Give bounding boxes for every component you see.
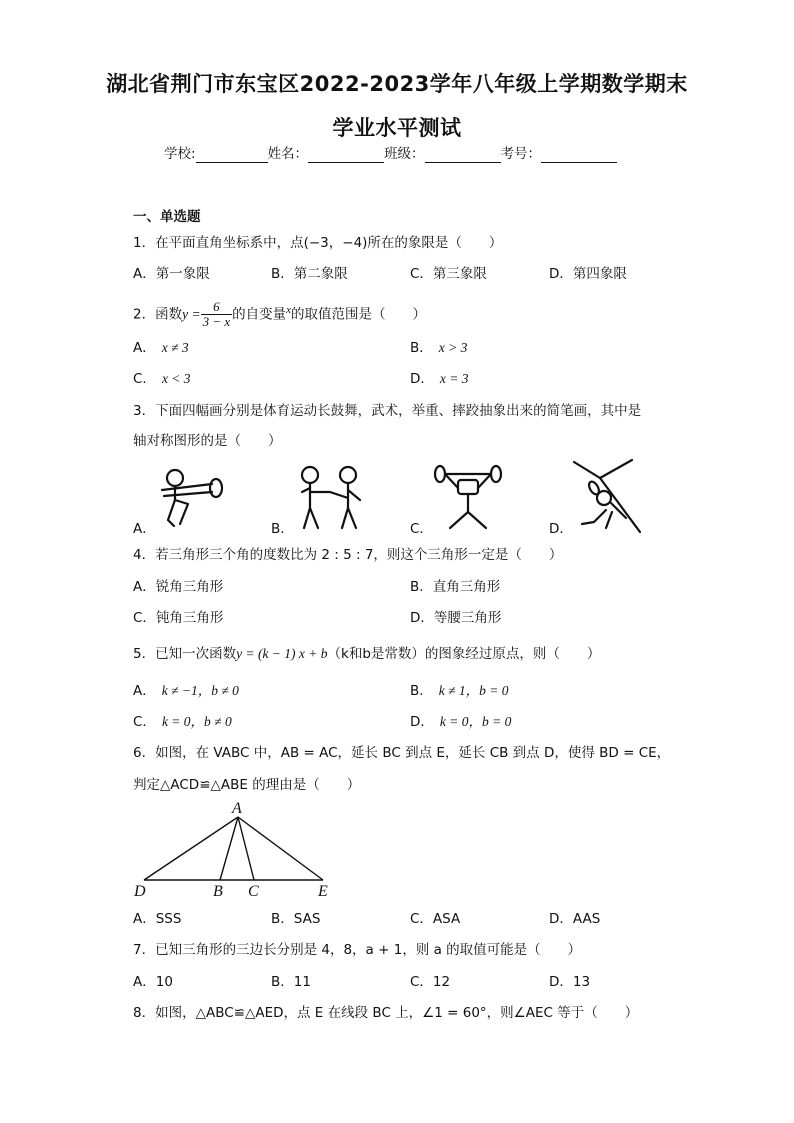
q5-option-b [410, 682, 509, 700]
q2-prefix: 2．函数 [133, 306, 183, 323]
q6-line-ae [238, 817, 323, 880]
q2-option-c [133, 370, 191, 388]
q6-label-e: E [318, 883, 328, 900]
q2-option-b [410, 339, 467, 357]
q4-option-a: A．锐角三角形 [133, 579, 224, 595]
q5-option-a [133, 682, 239, 700]
q8-stem: 8．如图，△ABC≌△AED，点 E 在线段 BC 上，∠1 = 60°，则∠AEC 等于（ ） [133, 1005, 639, 1021]
school-label: 学校: [164, 146, 196, 162]
q7-option-b: B．11 [271, 974, 311, 990]
q2-option-c-letter: C． [133, 371, 156, 387]
q3-option-d: D． [549, 521, 573, 537]
class-field[interactable] [425, 148, 501, 163]
name-field[interactable] [308, 148, 384, 163]
q1-option-a: A．第一象限 [133, 266, 210, 282]
class-label: 班级： [384, 146, 425, 162]
page-subtitle: 学业水平测试 [332, 116, 462, 140]
q2-option-b-letter: B． [410, 340, 433, 356]
q2-frac-num: 6 [201, 300, 233, 315]
q1-option-d: D．第四象限 [549, 266, 627, 282]
number-field[interactable] [541, 148, 617, 163]
q5-option-d [410, 713, 511, 731]
q6-line-da [144, 817, 238, 880]
q2-frac-den: 3 − x [202, 314, 231, 329]
q6-label-d: D [134, 883, 146, 900]
q1-stem: 1．在平面直角坐标系中，点(−3，−4)所在的象限是（ ） [133, 235, 503, 251]
q5-option-b-letter: B． [410, 683, 433, 699]
q6-stem-line2: 判定△ACD≌△ABE 的理由是（ ） [133, 777, 361, 793]
q1-option-c: C．第三象限 [410, 266, 487, 282]
q5-option-c-expr: k = 0，b ≠ 0 [161, 714, 232, 729]
section-heading: 一、单选题 [133, 209, 201, 225]
q5-expr: y = (k − 1) x + b [236, 646, 328, 661]
q2-mid: 的自变量 [232, 306, 287, 323]
q6-figure [130, 800, 340, 902]
q5-mid: （k和b是常数）的图象经过原点，则（ ） [327, 646, 601, 662]
q5-option-c-letter: C． [133, 714, 156, 730]
q7-option-d: D．13 [549, 974, 591, 990]
q4-option-c: C．钝角三角形 [133, 610, 224, 626]
q3-option-c: C． [410, 521, 433, 537]
q2-fraction [201, 300, 233, 329]
q6-label-b: B [213, 883, 223, 900]
q5-option-d-expr: k = 0，b = 0 [439, 714, 512, 729]
q5-stem [133, 645, 600, 663]
q3-option-b: B． [271, 521, 294, 537]
q2-option-a [133, 339, 189, 357]
q3-figure-a [150, 462, 230, 534]
q6-option-b: B．SAS [271, 911, 321, 927]
q5-option-d-letter: D． [410, 714, 434, 730]
q2-stem [133, 300, 426, 329]
q2-option-a-letter: A． [133, 340, 156, 356]
q4-option-b: B．直角三角形 [410, 579, 501, 595]
q2-var: x [286, 304, 292, 316]
q3-figure-d [566, 456, 646, 534]
q6-label-a: A [232, 800, 242, 817]
q5-prefix: 5．已知一次函数 [133, 646, 237, 662]
q6-option-d: D．AAS [549, 911, 601, 927]
q7-stem: 7．已知三角形的三边长分别是 4，8，a + 1，则 a 的取值可能是（ ） [133, 942, 582, 958]
q3-option-a: A． [133, 521, 156, 537]
q2-suffix: 的取值范围是（ ） [291, 306, 427, 323]
q5-option-b-expr: k ≠ 1，b = 0 [438, 683, 509, 698]
q2-option-d-letter: D． [410, 371, 434, 387]
q7-option-c: C．12 [410, 974, 451, 990]
q1-option-b: B．第二象限 [271, 266, 348, 282]
q2-option-c-expr: x < 3 [161, 371, 191, 386]
q5-option-a-expr: k ≠ −1，b ≠ 0 [161, 683, 239, 698]
q2-option-b-expr: x > 3 [438, 340, 468, 355]
q2-y-eq: y = [182, 306, 201, 322]
school-field[interactable] [196, 148, 268, 163]
q3-figure-c [428, 462, 508, 534]
q6-stem-line1: 6．如图，在 VABC 中，AB = AC，延长 BC 到点 E，延长 CB 到点 D，使得 BD = CE， [133, 745, 671, 761]
page-title: 湖北省荆门市东宝区2022-2023学年八年级上学期数学期末 [106, 72, 688, 96]
q6-option-c: C．ASA [410, 911, 461, 927]
number-label: 考号： [500, 146, 542, 162]
q6-option-a: A．SSS [133, 911, 182, 927]
name-label: 姓名： [267, 146, 309, 162]
q4-stem: 4．若三角形三个角的度数比为 2 : 5 : 7，则这个三角形一定是（ ） [133, 547, 563, 563]
student-info-row [164, 145, 617, 163]
q4-option-d: D．等腰三角形 [410, 610, 502, 626]
q3-figure-b [290, 462, 370, 534]
q3-stem-line2: 轴对称图形的是（ ） [133, 433, 282, 449]
q2-option-d-expr: x = 3 [439, 371, 469, 386]
q7-option-a: A．10 [133, 974, 173, 990]
q2-option-d [410, 370, 469, 388]
q5-option-a-letter: A． [133, 683, 156, 699]
q3-stem-line1: 3．下面四幅画分别是体育运动长鼓舞，武术，举重、摔跤抽象出来的简笔画，其中是 [133, 403, 642, 419]
q6-label-c: C [248, 883, 259, 900]
q2-option-a-expr: x ≠ 3 [161, 340, 189, 355]
q5-option-c [133, 713, 232, 731]
